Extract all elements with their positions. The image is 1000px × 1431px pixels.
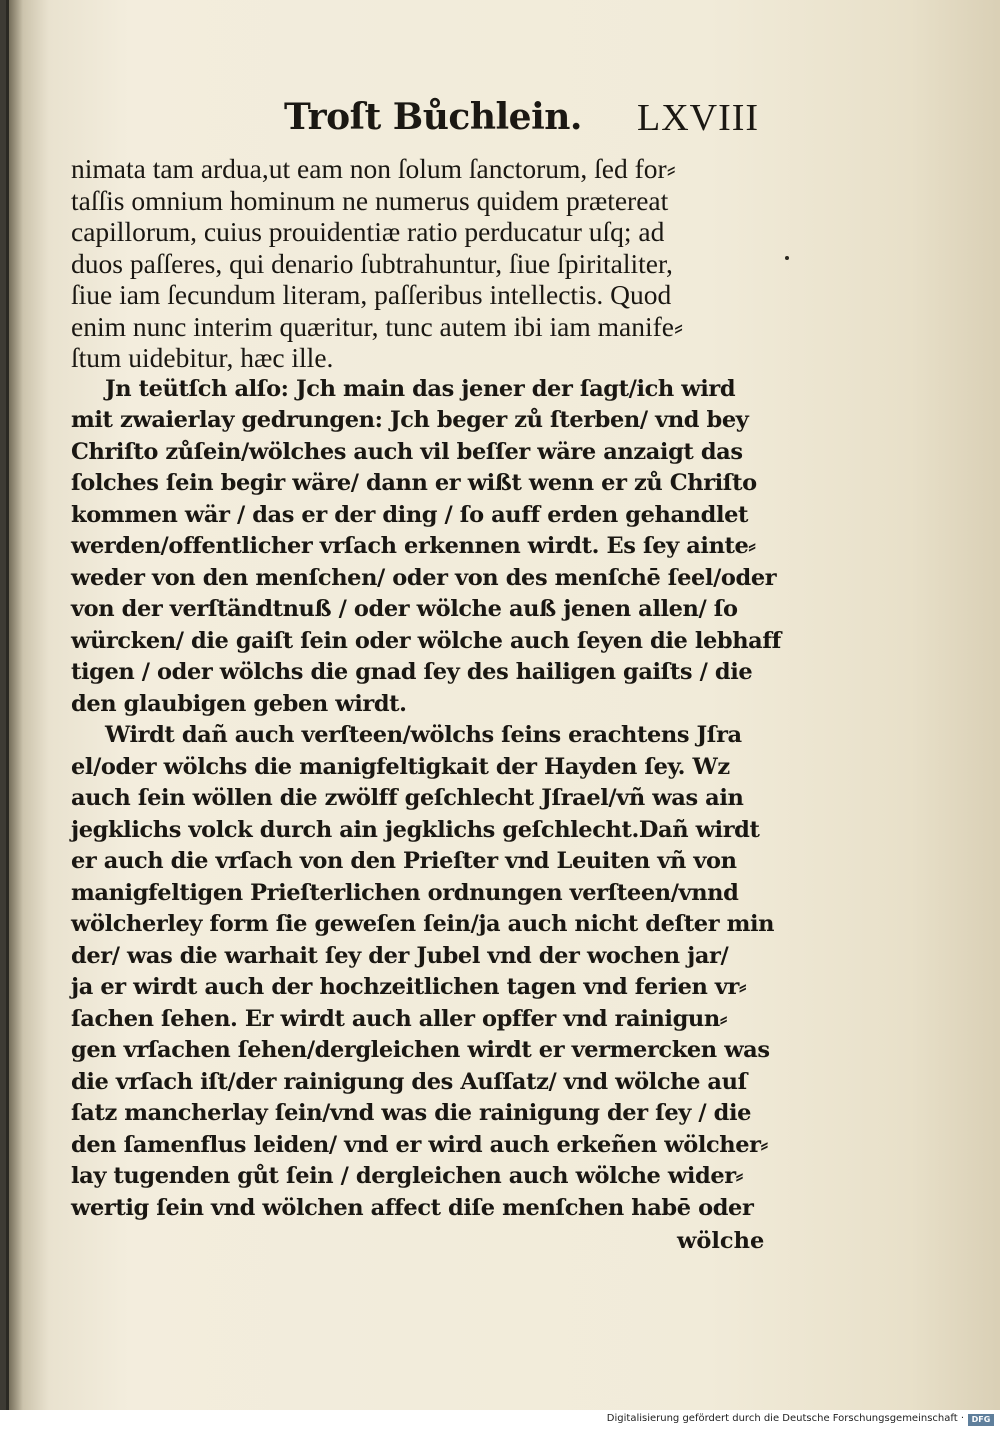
running-title: Troſt Bůchlein. [284,96,582,138]
text-line: ſachen ſehen. Er wirdt auch aller opffer vnd rainigun⸗ [71,1005,727,1032]
dfg-logo: DFG [968,1414,994,1426]
book-page [6,0,1000,1410]
text-line: capillorum, cuius prouidentiæ ratio perducatur uſq; ad [71,216,665,247]
text-line: ſatz mancherlay ſein/vnd was die rainigung der ſey / die [71,1100,752,1126]
funding-credit: Digitalisierung gefördert durch die Deutsche Forschungsgemeinschaft · [606,1413,964,1424]
text-line: würcken/ die gaiſt ſein oder wölche auch ſeyen die lebhaff [71,627,781,654]
text-line: taſſis omnium hominum ne numerus quidem prætereat [71,184,669,216]
text-line: Chriſto zůſein/wölches auch vil beſſer wäre anzaigt das [71,438,743,465]
text-line: jegklichs volck durch ain jegklichs geſchlecht.Dañ wirdt [71,816,760,843]
catchword: wölche [677,1228,765,1254]
folio-number: LXVIII [637,97,760,139]
text-line: auch ſein wöllen die zwölff geſchlecht Jſrael/vñ was ain [71,785,744,811]
text-line: kommen wär / das er der ding / ſo auff erden gehandlet [71,501,748,528]
text-line: enim nunc interim quæritur, tunc autem ibi iam manife⸗ [71,310,684,342]
text-line: ſtum uidebitur, hæc ille. [71,342,334,373]
text-line: ſolches ſein begir wäre/ dann er wißt wenn er zů Chriſto [71,470,757,496]
text-line: den ſamenflus leiden/ vnd er wird auch erkeñen wölcher⸗ [71,1131,768,1158]
text-line: duos paſſeres, qui denario ſubtrahuntur, ſiue ſpiritaliter, [71,247,673,279]
ink-spot [785,256,789,260]
text-line: wertig ſein vnd wölchen affect diſe menſchen habē oder [71,1194,754,1221]
text-line: weder von den menſchen/ oder von des menſchē ſeel/oder [71,564,777,591]
text-block [71,153,781,1224]
text-line: ſiue iam ſecundum literam, paſſeribus intellectis. Quod [71,279,672,310]
text-line: mit zwaierlay gedrungen: Jch beger zů ſterben/ vnd bey [71,407,749,433]
text-line: er auch die vrſach von den Prieſter vnd Leuiten vñ von [71,848,737,874]
text-line: Wirdt dañ auch verſteen/wölchs ſeins erachtens Jſra [105,722,742,748]
text-line: wölcherley form ſie geweſen ſein/ja auch nicht deſter min [71,911,775,937]
text-line: von der verſtändtnuß / oder wölche auß jenen allen/ ſo [71,596,738,622]
text-line: den glaubigen geben wirdt. [71,690,407,717]
text-line: Jn teütſch alſo: Jch main das jener der ſagt/ich wird [105,375,736,402]
german-passage [71,374,781,1225]
text-line: manigfeltigen Prieſterlichen ordnungen verſteen/vnnd [71,879,739,906]
text-line: der/ was die warhait ſey der Jubel vnd der wochen jar/ [71,942,729,969]
text-line: die vrſach iſt/der rainigung des Auſſatz/ vnd wölche auſ [71,1068,747,1095]
text-line: werden/offentlicher vrſach erkennen wirdt. Es ſey ainte⸗ [71,533,756,559]
latin-passage [71,153,771,374]
text-line: ja er wirdt auch der hochzeitlichen tagen vnd ferien vr⸗ [71,974,747,1000]
footer-bar [0,1410,1000,1431]
text-line: nimata tam ardua,ut eam non ſolum ſanctorum, ſed for⸗ [71,153,676,184]
text-line: tigen / oder wölchs die gnad ſey des hailigen gaiſts / die [71,659,753,685]
text-line: gen vrſachen ſehen/dergleichen wirdt er vermercken was [71,1037,770,1063]
text-line: lay tugenden gůt ſein / dergleichen auch wölche wider⸗ [71,1163,743,1189]
text-line: el/oder wölchs die manigfeltigkait der Hayden ſey. Wz [71,753,730,780]
